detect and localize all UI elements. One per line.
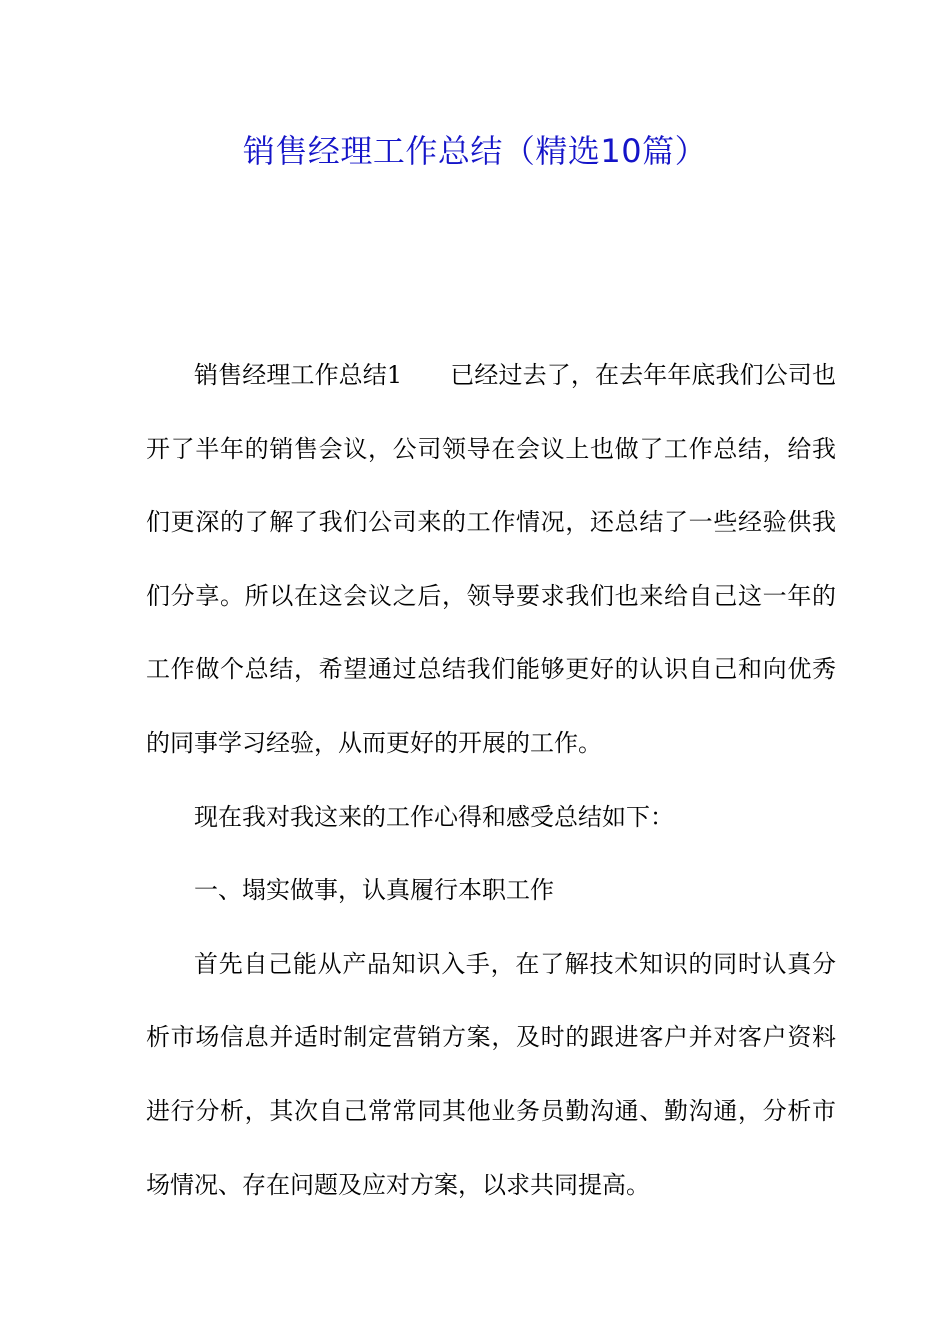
paragraph: 首先自己能从产品知识入手，在了解技术知识的同时认真分析市场信息并适时制定营销方案，及时的跟进客户并对客户资料进行分析，其次自己常常同其他业务员勤沟通、勤沟通，分析市场情况、存在问题及应对方案，以求共同提高。 [146,949,836,1199]
section-heading: 一、塌实做事，认真履行本职工作 [194,876,554,905]
document-title: 销售经理工作总结（精选10篇） [242,132,708,170]
paragraph-text: 已经过去了，在去年年底我们公司也开了半年的销售会议，公司领导在会议上也做了工作总结，给我们更深的了解了我们公司来的工作情况，还总结了一些经验供我们分享。所以在这会议之后，领导要求我们也来给自己这一年的工作做个总结，希望通过总结我们能够更好的认识自己和向优秀的同事学习经验，从而更好的开展的工作。 [146,361,836,757]
paragraph-heading: 销售经理工作总结1 [194,361,403,389]
paragraph [146,339,836,781]
paragraph: 现在我对我这来的工作心得和感受总结如下： [194,802,674,831]
document-body [146,339,836,1222]
